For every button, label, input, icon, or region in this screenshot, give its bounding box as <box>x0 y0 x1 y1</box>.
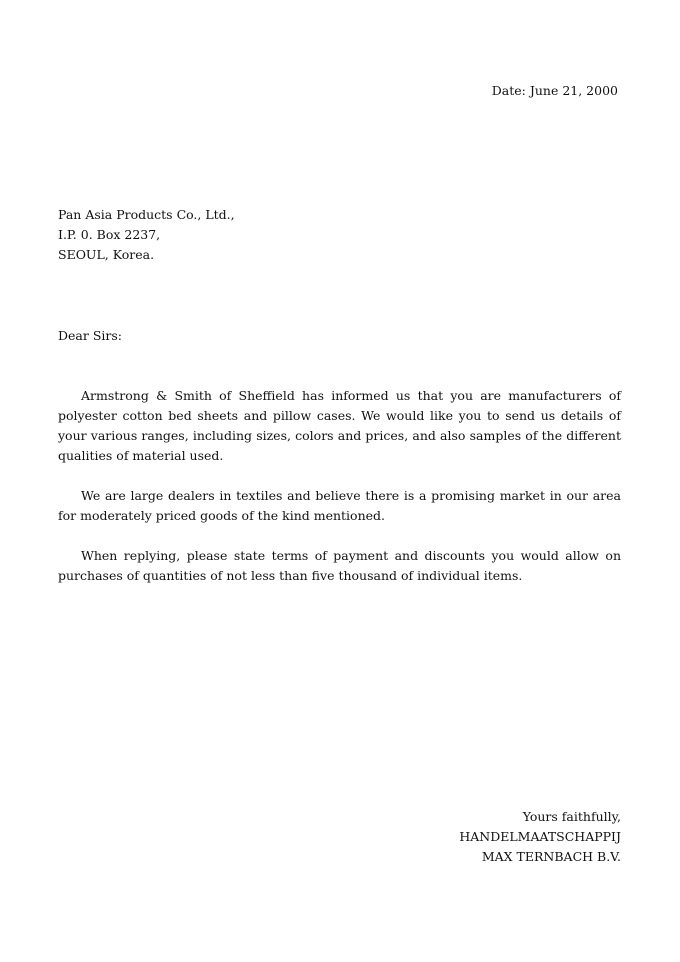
sender-company-line1: HANDELMAATSCHAPPIJ <box>459 829 621 844</box>
letter-closing <box>459 807 621 867</box>
recipient-po-box: I.P. 0. Box 2237, <box>58 227 161 242</box>
letter-date: Date: June 21, 2000 <box>491 83 618 98</box>
body-paragraph: We are large dealers in textiles and believe there is a promising market in our area for moderately priced goods of the kind mentioned. <box>58 488 621 523</box>
letter-body <box>58 386 621 606</box>
body-paragraph: Armstrong & Smith of Sheffield has informed us that you are manufacturers of polyester cotton bed sheets and pillow cases. We would like you to send us details of your various ranges, including sizes, colors and prices, and also samples of the different qualities of material used. <box>58 388 621 463</box>
recipient-address <box>58 205 235 265</box>
complimentary-close: Yours faithfully, <box>522 809 621 824</box>
sender-company-line2: MAX TERNBACH B.V. <box>481 849 621 864</box>
salutation: Dear Sirs: <box>58 328 122 343</box>
body-paragraph: When replying, please state terms of payment and discounts you would allow on purchases of quantities of not less than five thousand of individual items. <box>58 548 621 583</box>
recipient-city: SEOUL, Korea. <box>58 247 155 262</box>
recipient-company: Pan Asia Products Co., Ltd., <box>58 207 235 222</box>
